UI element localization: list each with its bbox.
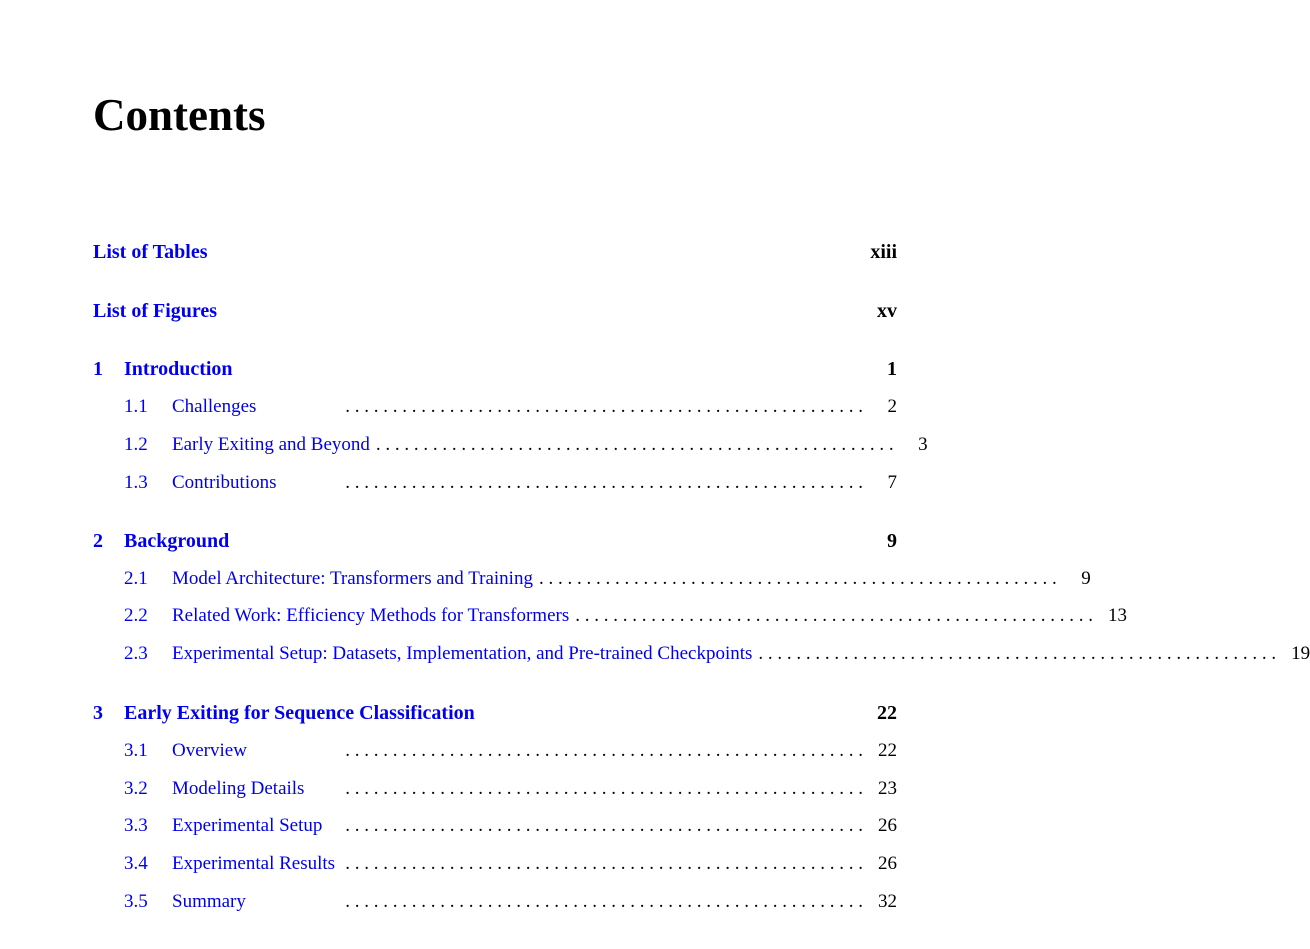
toc-entry-number: 3 <box>93 702 103 724</box>
dot-leader: . . . . . . . . . . . . . . . . . . . . . . . . . . . . . . . . . . . . . . . . . . . . . . . . . . . . . . . <box>575 605 1093 626</box>
toc-entry-list-of-figures[interactable] <box>93 297 897 325</box>
toc-entry-title[interactable]: Model Architecture: Transformers and Training <box>172 568 533 589</box>
toc-section-1-2[interactable] <box>93 431 928 459</box>
toc-entry-page: 22 <box>877 702 897 724</box>
toc-section-3-2[interactable] <box>93 775 897 803</box>
toc-entry-page: 23 <box>878 778 897 799</box>
toc-section-3-3[interactable] <box>93 812 897 840</box>
dot-leader: . . . . . . . . . . . . . . . . . . . . . . . . . . . . . . . . . . . . . . . . . . . . . . . . . . . . . . . <box>345 853 863 874</box>
toc-entry-number: 2.2 <box>124 605 148 626</box>
toc-entry-title[interactable]: Summary <box>172 891 246 912</box>
dot-leader: . . . . . . . . . . . . . . . . . . . . . . . . . . . . . . . . . . . . . . . . . . . . . . . . . . . . . . . <box>345 891 863 912</box>
toc-entry-number: 2.1 <box>124 568 148 589</box>
dot-leader: . . . . . . . . . . . . . . . . . . . . . . . . . . . . . . . . . . . . . . . . . . . . . . . . . . . . . . . <box>345 740 863 761</box>
page-title: Contents <box>93 90 266 140</box>
toc-entry-number: 1.2 <box>124 434 148 455</box>
toc-chapter-3[interactable] <box>93 699 897 727</box>
toc-entry-title[interactable]: List of Figures <box>93 300 218 322</box>
dot-leader: . . . . . . . . . . . . . . . . . . . . . . . . . . . . . . . . . . . . . . . . . . . . . . . . . . . . . . . <box>345 472 863 493</box>
dot-leader: . . . . . . . . . . . . . . . . . . . . . . . . . . . . . . . . . . . . . . . . . . . . . . . . . . . . . . . <box>538 568 1057 589</box>
toc-entry-page: xv <box>877 300 897 322</box>
toc-entry-title[interactable]: Introduction <box>124 358 233 380</box>
dot-leader: . . . . . . . . . . . . . . . . . . . . . . . . . . . . . . . . . . . . . . . . . . . . . . . . . . . . . . . <box>345 396 863 417</box>
toc-entry-page: 26 <box>878 853 897 874</box>
toc-section-3-5[interactable] <box>93 888 897 916</box>
toc-entry-number: 2 <box>93 530 103 552</box>
toc-entry-page: 32 <box>878 891 897 912</box>
toc-chapter-1[interactable] <box>93 355 897 383</box>
toc-entry-page: 22 <box>878 740 897 761</box>
toc-entry-number: 3.2 <box>124 778 148 799</box>
toc-entry-title[interactable]: Experimental Setup: Datasets, Implementation, and Pre-trained Checkpoints <box>172 643 753 664</box>
toc-entry-title[interactable]: List of Tables <box>93 241 208 263</box>
toc-entry-title[interactable]: Experimental Setup <box>172 815 323 836</box>
toc-entry-number: 2.3 <box>124 643 148 664</box>
toc-section-2-2[interactable] <box>93 602 1127 630</box>
toc-section-1-3[interactable] <box>93 469 897 497</box>
toc-entry-title[interactable]: Early Exiting and Beyond <box>172 434 370 455</box>
toc-entry-title[interactable]: Early Exiting for Sequence Classification <box>124 702 475 724</box>
toc-entry-number: 3.5 <box>124 891 148 912</box>
toc-entry-page: 26 <box>878 815 897 836</box>
toc-entry-number: 3.3 <box>124 815 148 836</box>
toc-entry-page: 13 <box>1107 605 1127 626</box>
toc-entry-page: 2 <box>887 396 897 417</box>
toc-entry-title[interactable]: Contributions <box>172 472 277 493</box>
dot-leader: . . . . . . . . . . . . . . . . . . . . . . . . . . . . . . . . . . . . . . . . . . . . . . . . . . . . . . . <box>375 434 894 455</box>
dot-leader: . . . . . . . . . . . . . . . . . . . . . . . . . . . . . . . . . . . . . . . . . . . . . . . . . . . . . . . <box>758 643 1277 664</box>
toc-entry-number: 3.4 <box>124 853 148 874</box>
toc-entry-page: 1 <box>887 358 897 380</box>
toc-entry-title[interactable]: Related Work: Efficiency Methods for Transformers <box>172 605 570 626</box>
toc-section-1-1[interactable] <box>93 393 897 421</box>
toc-entry-page: xiii <box>870 241 897 263</box>
toc-entry-number: 3.1 <box>124 740 148 761</box>
toc-entry-page: 7 <box>887 472 897 493</box>
dot-leader: . . . . . . . . . . . . . . . . . . . . . . . . . . . . . . . . . . . . . . . . . . . . . . . . . . . . . . . <box>345 778 863 799</box>
toc-entry-page: 9 <box>1081 568 1091 589</box>
toc-section-3-1[interactable] <box>93 737 897 765</box>
toc-section-2-3[interactable] <box>93 640 1310 668</box>
toc-entry-title[interactable]: Modeling Details <box>172 778 305 799</box>
toc-section-2-1[interactable] <box>93 565 1091 593</box>
toc-entry-list-of-tables[interactable] <box>93 238 897 266</box>
toc-entry-page: 19 <box>1291 643 1310 664</box>
toc-entry-title[interactable]: Challenges <box>172 396 257 417</box>
toc-entry-number: 1.1 <box>124 396 148 417</box>
toc-entry-page: 9 <box>887 530 897 552</box>
toc-entry-number: 1 <box>93 358 103 380</box>
toc-entry-title[interactable]: Overview <box>172 740 247 761</box>
toc-entry-page: 3 <box>918 434 928 455</box>
toc-chapter-2[interactable] <box>93 527 897 555</box>
toc-entry-number: 1.3 <box>124 472 148 493</box>
toc-entry-title[interactable]: Experimental Results <box>172 853 336 874</box>
dot-leader: . . . . . . . . . . . . . . . . . . . . . . . . . . . . . . . . . . . . . . . . . . . . . . . . . . . . . . . <box>345 815 863 836</box>
toc-entry-title[interactable]: Background <box>124 530 230 552</box>
toc-section-3-4[interactable] <box>93 850 897 878</box>
